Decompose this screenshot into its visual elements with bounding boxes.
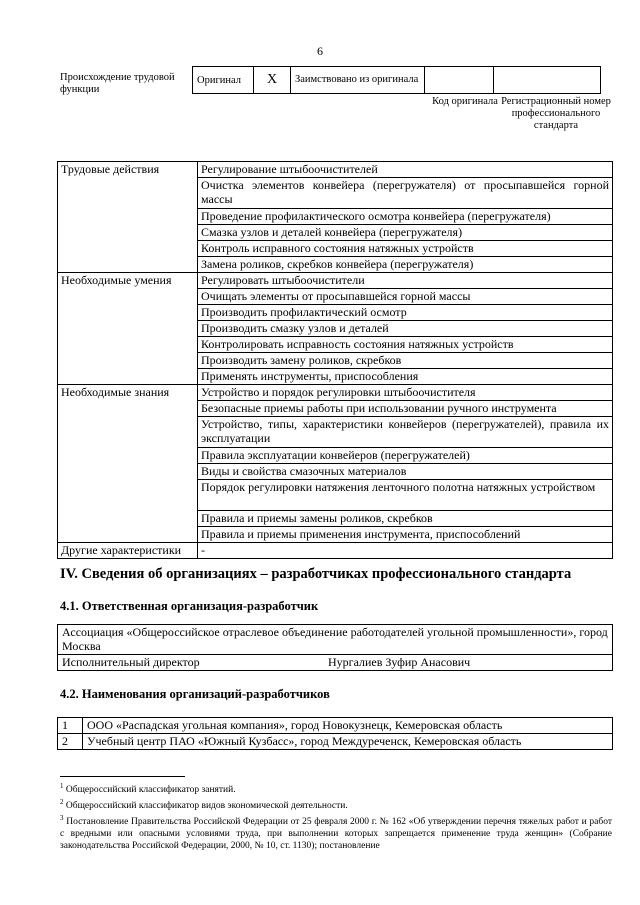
skill-item: Очищать элементы от просыпавшейся горной массы (198, 289, 613, 305)
borrowed-cell: Заимствовано из оригинала (291, 67, 425, 94)
origin-label: Происхождение трудовой функции (60, 72, 175, 95)
other-label: Другие характеристики (58, 543, 198, 559)
responsible-org-table (57, 624, 613, 671)
knowledge-item: Виды и свойства смазочных материалов (198, 464, 613, 480)
knowledge-label: Необходимые знания (58, 385, 198, 543)
skill-item: Контролировать исправность состояния натяжных устройств (198, 337, 613, 353)
skill-item: Производить замену роликов, скребков (198, 353, 613, 369)
knowledge-item: Безопасные приемы работы при использовании ручного инструмента (198, 401, 613, 417)
table-row (58, 734, 613, 750)
code-cell (425, 67, 494, 94)
table-row (58, 655, 613, 671)
knowledge-item: Устройство и порядок регулировки штыбоочистителя (198, 385, 613, 401)
action-item: Регулирование штыбоочистителей (198, 162, 613, 178)
knowledge-item: Устройство, типы, характеристики конвейеров (перегружателей), правила их эксплуатации (198, 417, 613, 448)
action-item: Замена роликов, скребков конвейера (перегружателя) (198, 257, 613, 273)
footnote: $^1$ Общероссийский классификатор занятий. (60, 782, 236, 796)
footnote-divider (60, 776, 185, 777)
action-item: Проведение профилактического осмотра конвейера (перегружателя) (198, 209, 613, 225)
org-person: Нургалиев Зуфир Анасович (324, 655, 613, 671)
footnote: $^3$ Постановление Правительства Российской Федерации от 25 февраля 2000 г. № 162 «Об утверждении перечня тяжелых работ и работ с вредными или опасными условиями труда, при выполнении которых запрещается применение труда женщин» (Собрание законодательства Российской Федерации, 2000, № 10, ст. 1130); постановление (60, 814, 613, 852)
skill-item: Производить профилактический осмотр (198, 305, 613, 321)
original-cell: Оригинал (193, 67, 254, 94)
section-title: IV. Сведения об организациях – разработчиках профессионального стандарта (60, 566, 572, 582)
reg-caption: Регистрационный номер профессионального стандарта (501, 96, 611, 131)
function-table (57, 161, 613, 559)
table-row (58, 625, 613, 655)
skill-item: Применять инструменты, приспособления (198, 369, 613, 385)
action-item: Очистка элементов конвейера (перегружателя) от просыпавшейся горной массы (198, 178, 613, 209)
developer-name: Учебный центр ПАО «Южный Кузбасс», город Междуреченск, Кемеровская область (83, 734, 613, 750)
developer-name: ООО «Распадская угольная компания», город Новокузнецк, Кемеровская область (83, 718, 613, 734)
knowledge-item: Правила эксплуатации конвейеров (перегружателей) (198, 448, 613, 464)
subsection-title: 4.1. Ответственная организация-разработчик (60, 599, 319, 613)
table-row (58, 385, 613, 401)
table-row (58, 273, 613, 289)
origin-table (192, 66, 601, 94)
other-value: - (198, 543, 613, 559)
action-item: Смазка узлов и деталей конвейера (перегружателя) (198, 225, 613, 241)
code-caption: Код оригинала (432, 96, 498, 107)
table-row (58, 162, 613, 178)
table-row (58, 543, 613, 559)
subsection-title: 4.2. Наименования организаций-разработчиков (60, 687, 330, 701)
skill-item: Регулировать штыбоочистители (198, 273, 613, 289)
developers-table (57, 717, 613, 750)
footnote: $^2$ Общероссийский классификатор видов экономической деятельности. (60, 798, 348, 812)
action-item: Контроль исправного состояния натяжных устройств (198, 241, 613, 257)
reg-number-cell (494, 67, 601, 94)
skill-item: Производить смазку узлов и деталей (198, 321, 613, 337)
org-name: Ассоциация «Общероссийское отраслевое объединение работодателей угольной промышленности», город Москва (58, 625, 613, 655)
knowledge-item: Правила и приемы замены роликов, скребков (198, 511, 613, 527)
page-number: 6 (317, 44, 323, 58)
actions-label: Трудовые действия (58, 162, 198, 273)
org-position: Исполнительный директор (58, 655, 325, 671)
developer-num: 2 (58, 734, 83, 750)
skills-label: Необходимые умения (58, 273, 198, 385)
knowledge-item: Порядок регулировки натяжения ленточного полотна натяжных устройством (198, 480, 613, 511)
table-row (58, 718, 613, 734)
knowledge-item: Правила и приемы применения инструмента, приспособлений (198, 527, 613, 543)
footnotes (60, 780, 612, 852)
original-mark: X (254, 67, 291, 94)
developer-num: 1 (58, 718, 83, 734)
